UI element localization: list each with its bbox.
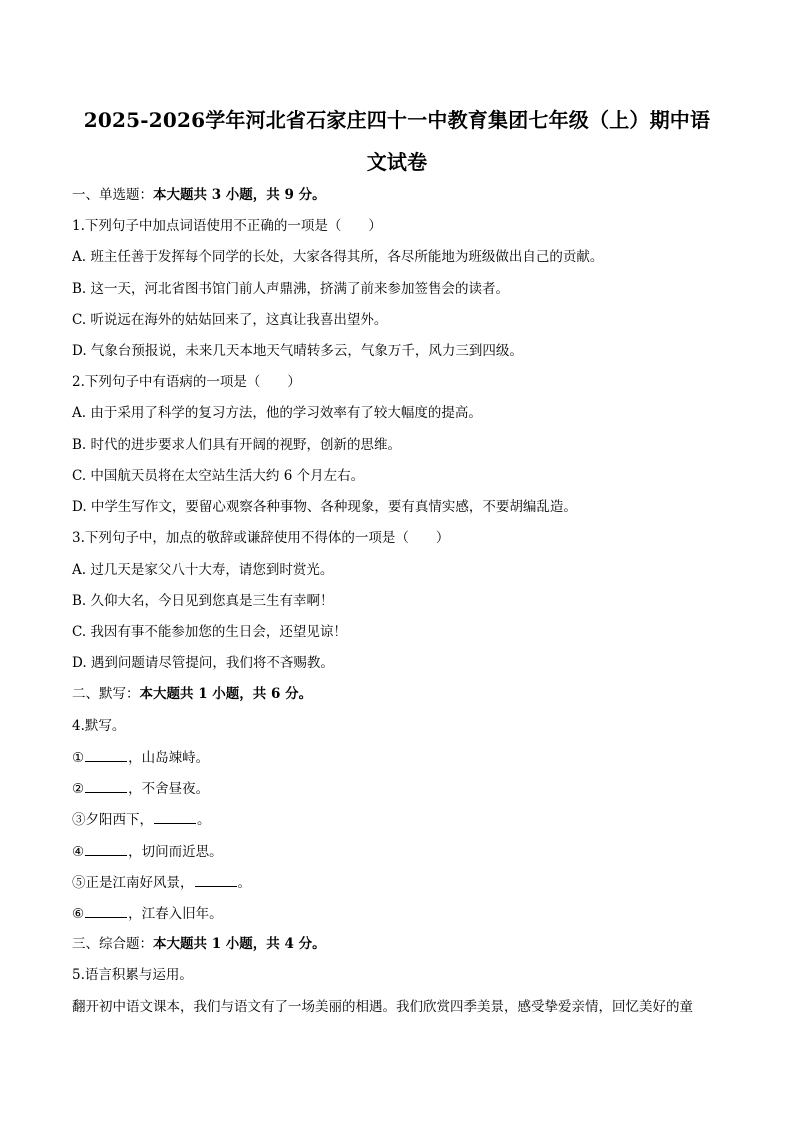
question-3-option-c: C. 我因有事不能参加您的生日会，还望见谅！ — [72, 624, 347, 640]
question-3-stem: 3.下列句子中，加点的敬辞或谦辞使用不得体的一项是（ ） — [72, 530, 450, 546]
item-number: ④ — [72, 844, 85, 860]
item-after: ，山岛竦峙。 — [128, 750, 210, 766]
question-5-passage: 翻开初中语文课本，我们与语文有了一场美丽的相遇。我们欣赏四季美景，感受挚爱亲情，回忆美好的童 — [72, 999, 693, 1015]
dictation-item — [72, 904, 223, 923]
section-heading-3 — [72, 935, 326, 953]
question-1-option-b: B. 这一天，河北省图书馆门前人声鼎沸，挤满了前来参加签售会的读者。 — [72, 281, 510, 297]
question-5-stem: 5.语言积累与运用。 — [72, 967, 193, 983]
dictation-item — [72, 873, 251, 892]
answer-blank[interactable] — [154, 810, 196, 824]
section-desc: 本大题共 3 小题，共 9 分。 — [153, 187, 326, 203]
item-after: 。 — [237, 875, 251, 891]
question-2-stem: 2.下列句子中有语病的一项是（ ） — [72, 374, 301, 390]
dictation-item — [72, 842, 223, 861]
question-2-option-b: B. 时代的进步要求人们具有开阔的视野，创新的思维。 — [72, 437, 402, 453]
item-number: ② — [72, 781, 85, 797]
question-1-option-c: C. 听说远在海外的姑姑回来了，这真让我喜出望外。 — [72, 312, 388, 328]
question-1-option-d: D. 气象台预报说，未来几天本地天气晴转多云，气象万千，风力三到四级。 — [72, 343, 523, 359]
item-before: 正是江南好风景， — [85, 875, 194, 891]
section-desc: 本大题共 1 小题，共 4 分。 — [153, 936, 326, 952]
dictation-item — [72, 779, 209, 798]
section-prefix: 一、单选题： — [72, 187, 153, 203]
question-2-option-c: C. 中国航天员将在太空站生活大约 6 个月左右。 — [72, 468, 365, 484]
answer-blank[interactable] — [85, 904, 127, 918]
question-3-option-a: A. 过几天是家父八十大寿，请您到时赏光。 — [72, 562, 334, 578]
section-desc: 本大题共 1 小题，共 6 分。 — [139, 686, 313, 702]
question-2-option-a: A. 由于采用了科学的复习方法，他的学习效率有了较大幅度的提高。 — [72, 405, 482, 421]
item-number: ⑤ — [72, 875, 86, 891]
item-after: ，不舍昼夜。 — [128, 781, 210, 797]
item-number: ① — [72, 750, 85, 766]
section-heading-2 — [72, 685, 312, 703]
item-after: 。 — [197, 812, 211, 828]
question-1-stem: 1.下列句子中加点词语使用不正确的一项是（ ） — [72, 218, 382, 234]
question-1-option-a: A. 班主任善于发挥每个同学的长处，大家各得其所，各尽所能地为班级做出自己的贡献。 — [72, 249, 604, 265]
dictation-item — [72, 748, 209, 767]
question-2-option-d: D. 中学生写作文，要留心观察各种事物、各种现象，要有真情实感，不要胡编乱造。 — [72, 499, 577, 515]
question-3-option-d: D. 遇到问题请尽管提问，我们将不吝赐教。 — [72, 655, 334, 671]
item-after: ，切问而近思。 — [128, 844, 223, 860]
dictation-item — [72, 810, 211, 829]
section-heading-1 — [72, 186, 326, 204]
answer-blank[interactable] — [85, 842, 127, 856]
question-3-option-b: B. 久仰大名，今日见到您真是三生有幸啊！ — [72, 593, 334, 609]
section-prefix: 二、默写： — [72, 686, 140, 702]
section-prefix: 三、综合题： — [72, 936, 153, 952]
answer-blank[interactable] — [85, 779, 127, 793]
answer-blank[interactable] — [195, 873, 237, 887]
item-before: 夕阳西下， — [85, 812, 153, 828]
item-after: ，江春入旧年。 — [128, 906, 223, 922]
item-number: ⑥ — [72, 906, 85, 922]
item-number: ③ — [72, 812, 86, 828]
exam-title-line2: 文试卷 — [366, 150, 428, 174]
question-4-stem: 4.默写。 — [72, 718, 126, 734]
answer-blank[interactable] — [85, 748, 127, 762]
exam-title-line1: 2025-2026学年河北省石家庄四十一中教育集团七年级（上）期中语 — [83, 108, 711, 132]
